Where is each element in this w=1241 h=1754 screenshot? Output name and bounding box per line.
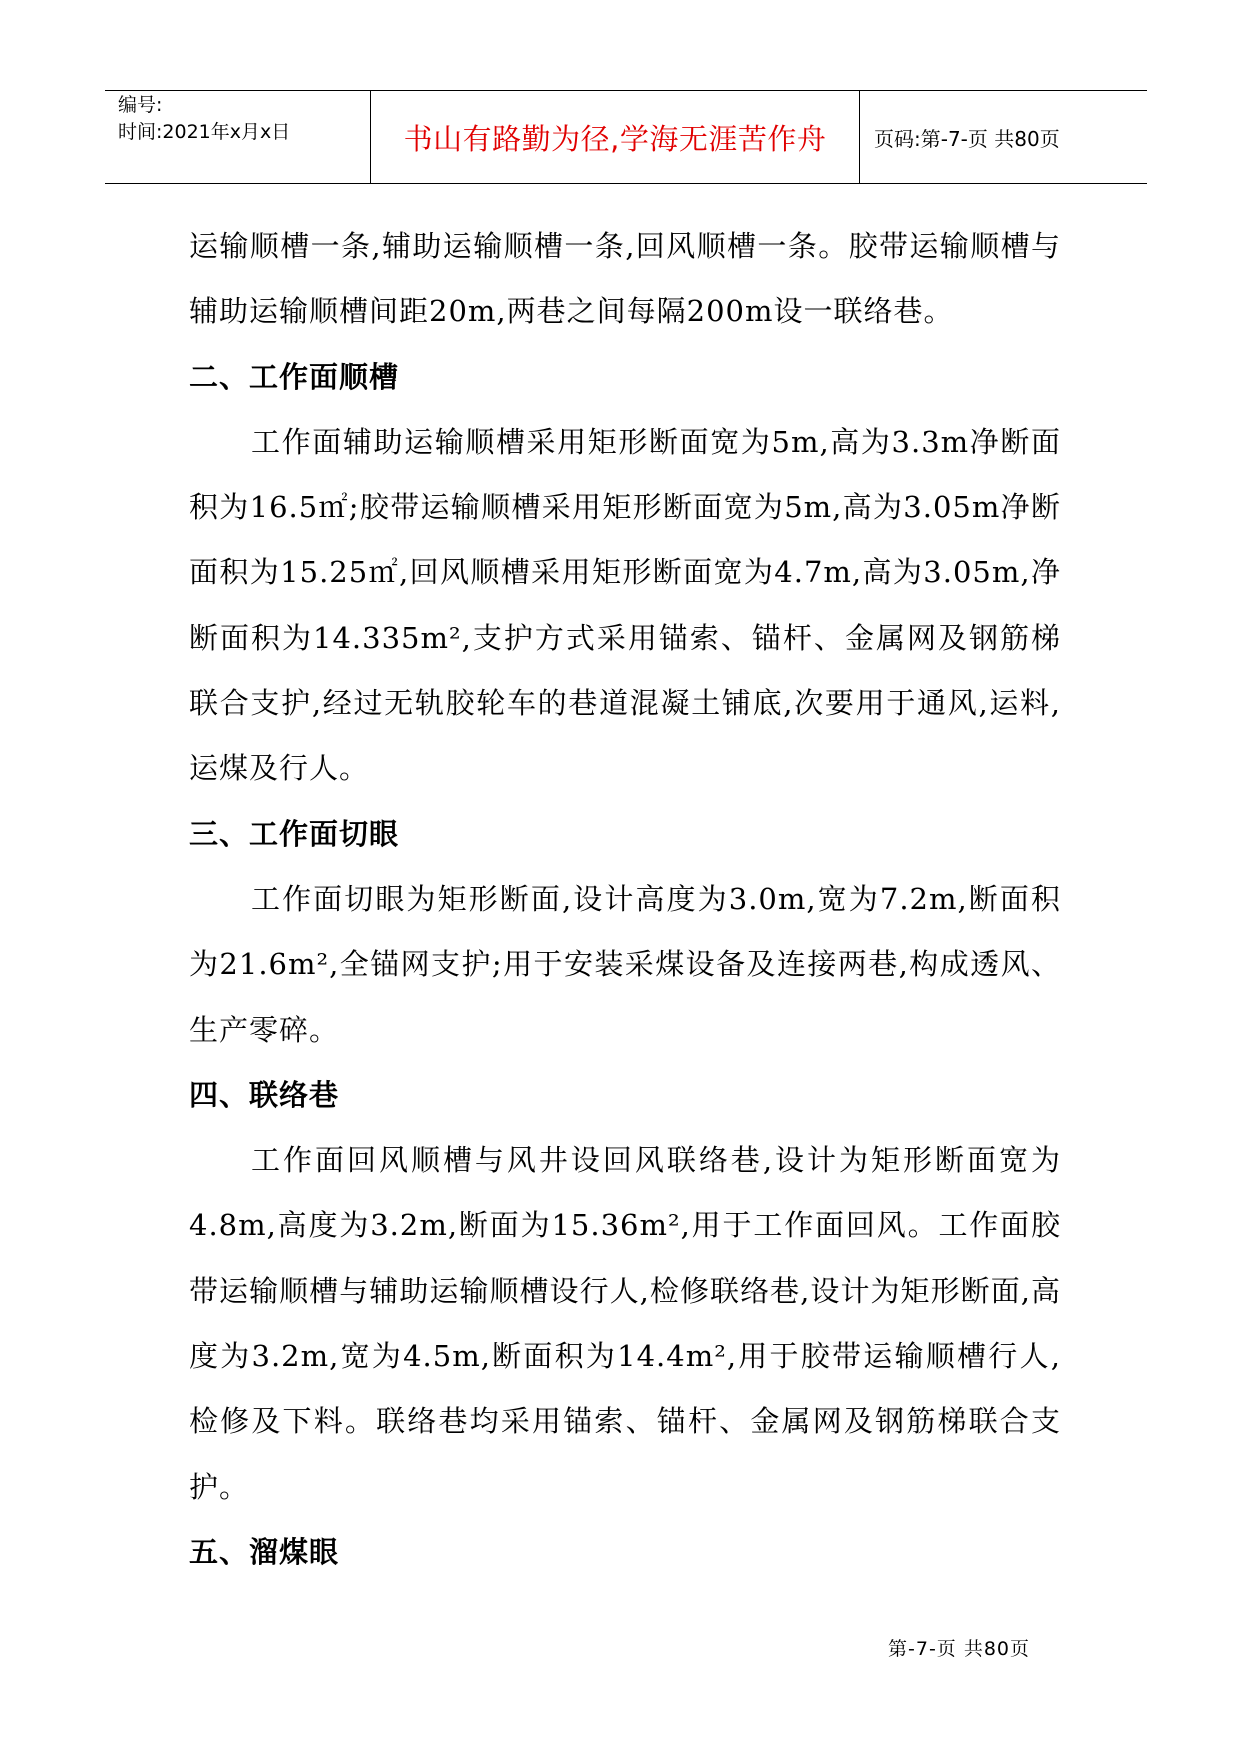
serial-label: 编号: xyxy=(118,94,163,116)
body-paragraph: 工作面切眼为矩形断面,设计高度为3.0m,宽为7.2m,断面积为21.6m²,全锚网支护;用于安装采煤设备及连接两巷,构成透风、生产零碎。 xyxy=(189,881,1061,1047)
body-paragraph: 工作面回风顺槽与风井设回风联络巷,设计为矩形断面宽为4.8m,高度为3.2m,断面为15.36m²,用于工作面回风。工作面胶带运输顺槽与辅助运输顺槽设行人,检修联络巷,设计为矩形断面,高度为3.2m,宽为4.5m,断面积为14.4m²,用于胶带运输顺槽行人,检修及下料。联络巷均采用锚索、锚杆、金属网及钢筋梯联合支护。 xyxy=(189,1143,1061,1504)
section-heading: 四、联络巷 xyxy=(189,1077,340,1112)
header-motto: 书山有路勤为径,学海无涯苦作舟 xyxy=(371,91,860,183)
section-heading: 二、工作面顺槽 xyxy=(189,359,400,394)
section-heading: 五、溜煤眼 xyxy=(189,1534,340,1569)
header-meta xyxy=(105,91,371,183)
body-paragraph: 工作面辅助运输顺槽采用矩形断面宽为5m,高为3.3m净断面积为16.5㎡;胶带运输顺槽采用矩形断面宽为5m,高为3.05m净断面积为15.25㎡,回风顺槽采用矩形断面宽为4.7m,高为3.05m,净断面积为14.335m²,支护方式采用锚索、锚杆、金属网及钢筋梯联合支护,经过无轨胶轮车的巷道混凝土铺底,次要用于通风,运料,运煤及行人。 xyxy=(189,424,1061,786)
page-header xyxy=(105,90,1147,184)
section-heading: 三、工作面切眼 xyxy=(189,816,400,851)
body-paragraph: 运输顺槽一条,辅助运输顺槽一条,回风顺槽一条。胶带运输顺槽与辅助运输顺槽间距20m,两巷之间每隔200m设一联络巷。 xyxy=(189,229,1061,329)
header-page-info: 页码:第-7-页 共80页 xyxy=(874,126,1060,151)
date-label: 时间:2021年x月x日 xyxy=(118,121,291,143)
document-body xyxy=(189,214,1061,1585)
page-footer: 第-7-页 共80页 xyxy=(888,1638,1031,1660)
